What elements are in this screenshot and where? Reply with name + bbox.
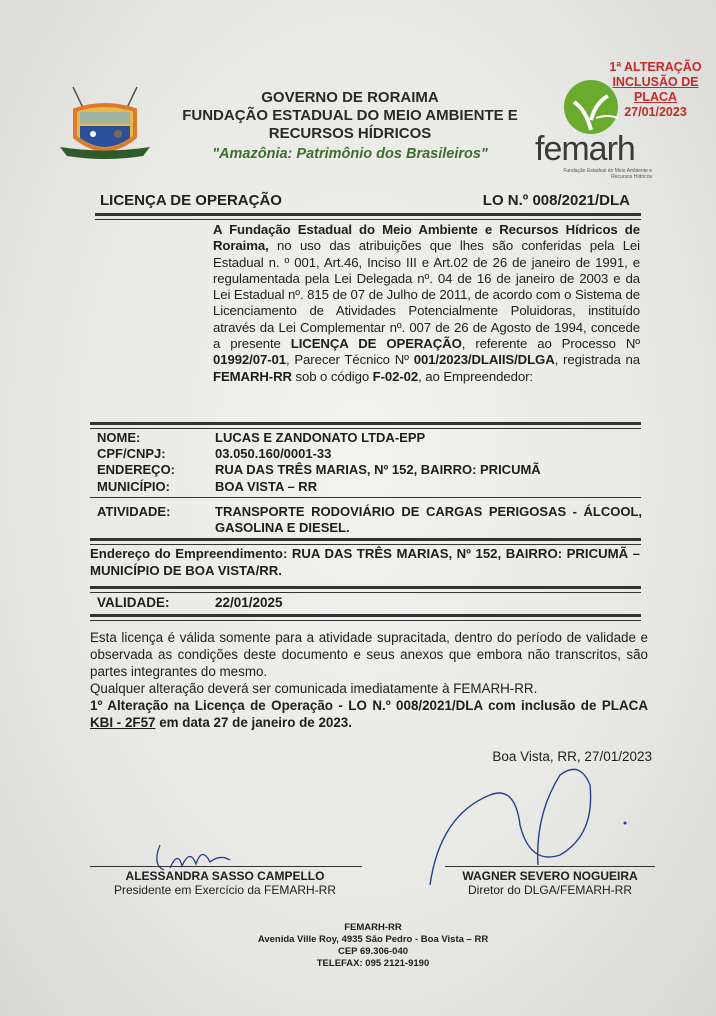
paragraph: Esta licença é válida somente para a atividade supracitada, dentro do período de validade e observada as condições deste documento e seus anexos que embora não transcritos, são partes integrantes do mesmo. [90, 630, 648, 679]
plate-number: KBI - 2F57 [90, 715, 156, 730]
header-motto: "Amazônia: Patrimônio dos Brasileiros" [212, 146, 488, 162]
field-label: ENDEREÇO: [97, 462, 176, 477]
field-row [97, 430, 425, 446]
signatory-name: ALESSANDRA SASSO CAMPELLO [125, 869, 325, 883]
field-row [97, 446, 331, 462]
text: LICENÇA DE OPERAÇÃO [290, 336, 462, 352]
divider [90, 586, 641, 593]
text: , referente ao Processo Nº [461, 336, 641, 352]
amendment-stamp [598, 60, 713, 120]
text: no uso das atribuições que lhes são conferidas pela Lei Estadual n. º 001, Art.46, Inciso III e Art.02 de 26 de janeiro de 1991, e regulamentada pela Lei Delegada nº. 04 de 16 de janeiro de 2003 e da Lei Estadual nº. 815 de 07 de Julho de 2011, de acordo com o Sistema de Licenciamento de Atividades Potencialmente Poluidoras, instituído através da Lei Complementar nº. 007 de 26 de Agosto de 1994, concede a presente [213, 238, 640, 352]
footer-line: TELEFAX: 095 2121-9190 [316, 958, 430, 969]
agency-name: A Fundação Estadual do Meio Ambiente e Recursos Hídricos de Roraima, [213, 222, 640, 254]
stamp-line: PLACA [633, 90, 678, 104]
footer-line: Avenida Ville Roy, 4935 São Pedro - Boa Vista – RR [257, 934, 489, 945]
signatory-role: Diretor do DLGA/FEMARH-RR [467, 883, 633, 897]
conditions-text [90, 629, 648, 731]
footer-address [220, 922, 526, 970]
intro-paragraph [213, 222, 640, 385]
divider [90, 538, 641, 545]
code: F-02-02 [372, 368, 419, 384]
field-value: LUCAS E ZANDONATO LTDA-EPP [215, 430, 426, 445]
header-line-2: FUNDAÇÃO ESTADUAL DO MEIO AMBIENTE E [182, 107, 518, 124]
amendment-paragraph [90, 697, 648, 731]
signature-line [445, 866, 655, 867]
signatory-name: WAGNER SEVERO NOGUEIRA [462, 869, 638, 883]
text: , Parecer Técnico Nº [285, 352, 414, 368]
document-title: LICENÇA DE OPERAÇÃO [100, 192, 282, 209]
paragraph: Qualquer alteração deverá ser comunicada imediatamente à FEMARH-RR. [90, 681, 538, 696]
divider [90, 422, 641, 429]
text: , registrada na [554, 352, 640, 368]
validity-date: 22/01/2025 [215, 595, 283, 610]
place-date: Boa Vista, RR, 27/01/2023 [492, 749, 652, 764]
text: 1º Alteração na Licença de Operação - LO N.º 008/2021/DLA com inclusão de PLACA [90, 698, 648, 713]
femarh-logo-text: femarh [535, 130, 635, 168]
signatory-right [440, 869, 660, 897]
technical-opinion-number: 001/2023/DLAIIS/DLGA [413, 352, 555, 368]
license-number: LO N.º 008/2021/DLA [482, 192, 630, 209]
field-value: 03.050.160/0001-33 [215, 446, 332, 461]
field-value: BOA VISTA – RR [215, 479, 318, 494]
process-number: 01992/07-01 [213, 352, 286, 368]
text: FEMARH-RR [213, 368, 292, 384]
field-label: CPF/CNPJ: [97, 446, 166, 461]
femarh-logo-subtitle: Fundação Estadual do Meio Ambiente e Recursos Hídricos [563, 168, 652, 180]
stamp-line: 1ª ALTERAÇÃO [609, 60, 702, 74]
field-value: RUA DAS TRÊS MARIAS, Nº 152, BAIRRO: PRICUMÃ [215, 462, 541, 477]
field-value: TRANSPORTE RODOVIÁRIO DE CARGAS PERIGOSAS - ÁLCOOL, GASOLINA E DIESEL. [215, 504, 642, 535]
enterprise-address: Endereço do Empreendimento: RUA DAS TRÊS MARIAS, Nº 152, BAIRRO: PRICUMÃ – MUNICÍPIO DE BOA VISTA/RR. [90, 546, 640, 578]
validity-row [97, 595, 283, 611]
activity-row [97, 504, 642, 536]
field-row [97, 462, 541, 478]
divider [90, 497, 641, 498]
stamp-line: 27/01/2023 [624, 105, 687, 119]
header-line-1: GOVERNO DE RORAIMA [261, 89, 439, 106]
field-label: ATIVIDADE: [97, 504, 171, 519]
divider [90, 614, 641, 621]
footer-line: CEP 69.306-040 [337, 946, 409, 957]
signatory-role: Presidente em Exercício da FEMARH-RR [113, 883, 337, 897]
field-label: NOME: [97, 430, 141, 445]
signatory-left [90, 869, 360, 897]
text: em data 27 de janeiro de 2023. [155, 715, 352, 730]
signature-line [90, 866, 362, 867]
stamp-line: INCLUSÃO DE [612, 75, 699, 89]
field-label: VALIDADE: [97, 595, 170, 610]
footer-line: FEMARH-RR [344, 922, 402, 933]
field-row [97, 479, 317, 495]
field-label: MUNICÍPIO: [97, 479, 170, 494]
divider [95, 213, 641, 220]
header-line-3: RECURSOS HÍDRICOS [268, 125, 432, 142]
text: , ao Empreendedor: [418, 368, 533, 384]
text: sob o código [291, 368, 373, 384]
